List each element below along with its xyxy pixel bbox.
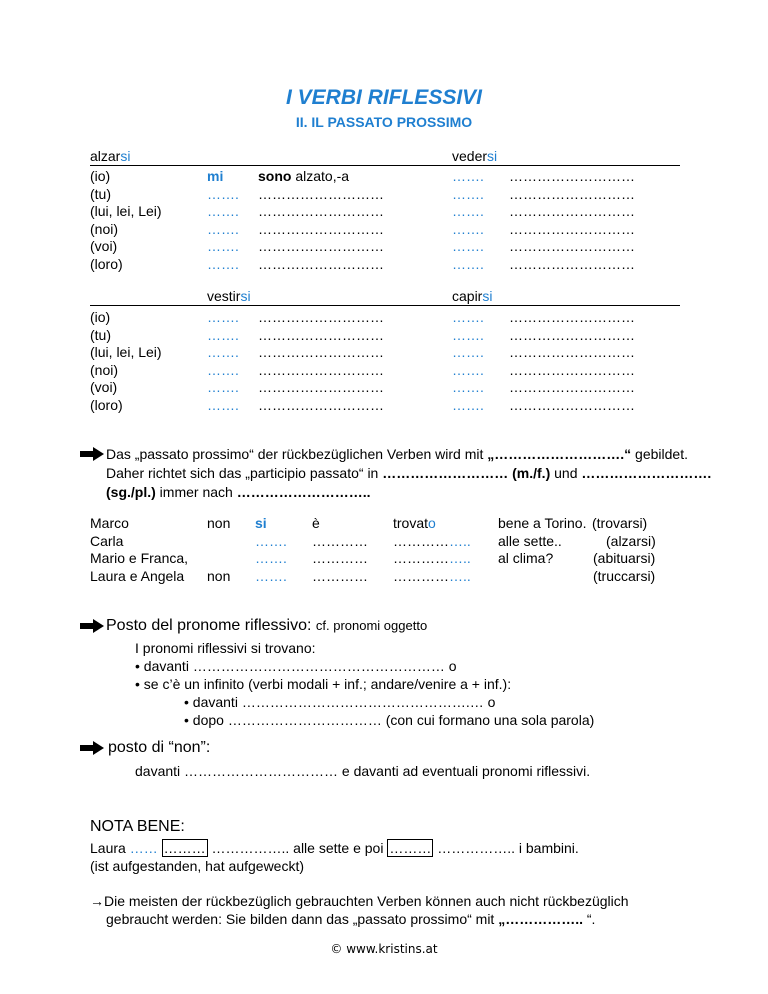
verb-vestirsi: vestirsi (207, 288, 251, 304)
exercise-infinitives: (trovarsi) (alzarsi) (abituarsi) (truccarsi) (592, 515, 656, 584)
posto-line-1: I pronomi riflessivi si trovano: (135, 640, 316, 656)
non-line: davanti …………………………… e davanti ad eventuali pronomi riflessivi. (135, 763, 591, 779)
exercise-reflexive: si ……. ……. ……. (255, 515, 287, 584)
page-subtitle: II. IL PASSATO PROSSIMO (295, 114, 473, 130)
posto-line-5: • dopo …………………………… (con cui formano una sola parola) (184, 712, 595, 728)
arrow-right-icon (80, 447, 104, 461)
table2-pronouns: (io) (tu) (lui, lei, Lei) (noi) (voi) (loro) (90, 309, 162, 413)
table2-vestirsi-refl: ……. ……. ……. ……. ……. ……. (207, 309, 239, 413)
table1-rule (90, 165, 680, 166)
posto-line-2: • davanti ……………………………………………… o (135, 658, 457, 674)
verb-vedersi: vedersi (452, 148, 498, 164)
arrow-right-icon (80, 619, 104, 633)
rule-line-2: Daher richtet sich das „participio passato“ in ……………………… (m./f.) und ………………………. (106, 465, 712, 481)
posto-heading: Posto del pronome riflessivo: cf. pronomi oggetto (106, 617, 428, 634)
table1-forms-col: sono alzato,-a ……………………… ……………………… ……………………… ……………………… ……………………… (258, 168, 384, 272)
table2-rule (90, 305, 680, 306)
final-line-1: →Die meisten der rückbezüglich gebrauchten Verben können auch nicht rückbezüglich (90, 893, 629, 909)
nota-line-2: (ist aufgestanden, hat aufgeweckt) (90, 858, 305, 874)
non-heading: posto di “non”: (108, 739, 211, 756)
footer-copyright: © www.kristins.at (330, 942, 438, 956)
table1-pronouns: (io) (tu) (lui, lei, Lei) (noi) (voi) (loro) (90, 168, 162, 272)
posto-line-4: • davanti ………………………………………….… o (184, 694, 496, 710)
exercise-negation: non non (207, 515, 231, 584)
nota-heading: NOTA BENE: (90, 818, 185, 835)
page-title: I VERBI RIFLESSIVI (285, 86, 483, 109)
arrow-right-icon (80, 741, 104, 755)
table2-vestirsi-forms: ……………………… ……………………… ……………………… ……………………… ……………………… ……………………… (258, 309, 384, 413)
table2-capirsi-forms: ……………………… ……………………… ……………………… ……………………… ……………………… ……………………… (509, 309, 635, 413)
table1-vedersi-refl: ……. ……. ……. ……. ……. ……. (452, 168, 484, 272)
nota-box-2: ……… (389, 840, 432, 856)
table2-capirsi-refl: ……. ……. ……. ……. ……. ……. (452, 309, 484, 413)
table1-reflexive-col: mi ……. ……. ……. ……. ……. (207, 168, 239, 272)
exercise-subjects: Marco Carla Mario e Franca, Laura e Angela (90, 515, 189, 584)
arrow-icon: → (90, 893, 104, 909)
rule-line-1: Das „passato prossimo“ der rückbezüglichen Verben wird mit „……………………….“ gebildet. (106, 446, 688, 462)
exercise-auxiliary: è ………… ………… ………… (312, 515, 368, 584)
posto-line-3: • se c’è un infinito (verbi modali + inf.; andare/venire a + inf.): (135, 676, 512, 692)
exercise-rest: bene a Torino. alle sette.. al clima? (498, 515, 587, 567)
rule-line-3: (sg./pl.) immer nach ……………………….. (106, 484, 371, 500)
exercise-participle: trovato …………….. …………….. …………….. (393, 515, 471, 584)
verb-capirsi: capirsi (452, 288, 493, 304)
table1-vedersi-forms: ……………………… ……………………… ……………………… ……………………… ……………………… ……………………… (509, 168, 635, 272)
nota-box-1: ……… (163, 840, 206, 856)
verb-alzarsi: alzarsi (90, 148, 131, 164)
nota-line-1: Laura …… ……… …………….. alle sette e poi ……… …………….. i bambini. (90, 840, 579, 856)
final-line-2: gebraucht werden: Sie bilden dann das „passato prossimo“ mit „…………….. “. (106, 911, 596, 927)
